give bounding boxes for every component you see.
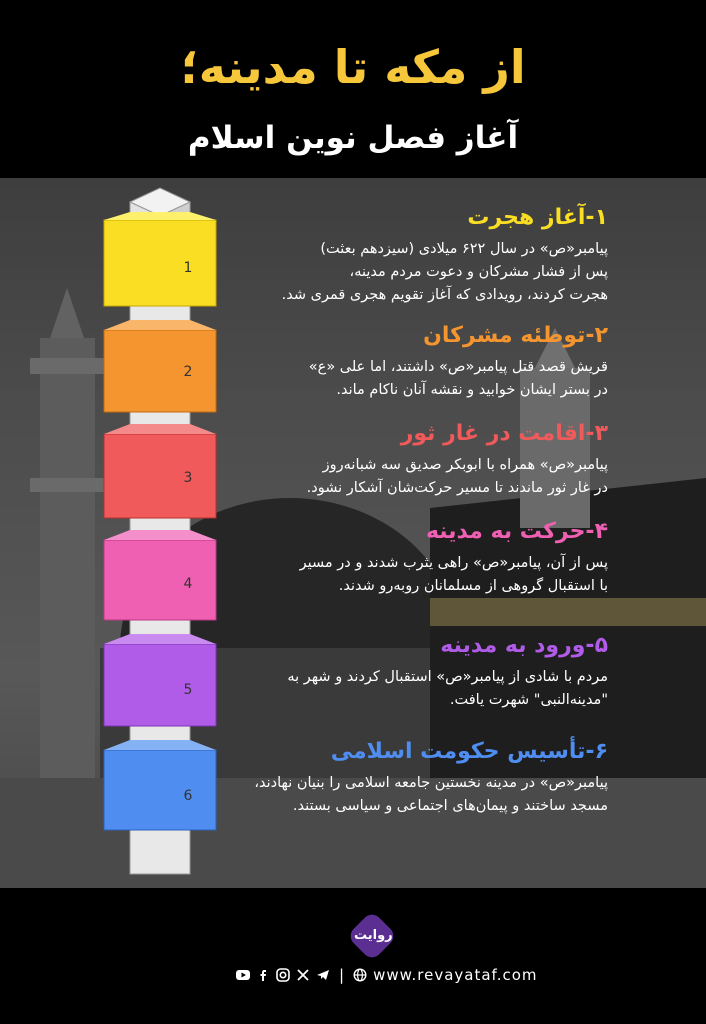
- step-1-section: [128, 204, 608, 307]
- footer: [0, 888, 706, 1024]
- step-number-5: 5: [183, 682, 193, 698]
- step-2-line: در بستر ایشان خوابید و نقشه آنان ناکام ماند.: [336, 382, 608, 398]
- header: [0, 0, 706, 178]
- page-subtitle: آغاز فصل نوین اسلام: [187, 120, 519, 156]
- step-2-title: ۲-توطئه مشرکان: [423, 323, 608, 348]
- brand-logo[interactable]: [347, 911, 398, 962]
- step-number-2: 2: [183, 364, 193, 380]
- step-5-title: ۵-ورود به مدینه: [440, 633, 608, 658]
- telegram-icon[interactable]: [316, 968, 330, 982]
- step-4-line: پس از آن، پیامبر«ص» راهی یثرب شدند و در مسیر: [299, 555, 608, 571]
- step-4-line: با استقبال گروهی از مسلمانان روبه‌رو شدند.: [338, 578, 608, 594]
- youtube-icon[interactable]: [236, 968, 250, 982]
- step-1-body: [128, 238, 608, 307]
- step-2-body: [128, 356, 608, 402]
- footer-separator: |: [339, 966, 345, 984]
- step-2-section: [128, 322, 608, 402]
- step-number-3: 3: [183, 470, 193, 486]
- step-6-section: [128, 738, 608, 818]
- step-3-line: پیامبر«ص» همراه با ابوبکر صدیق سه شبانه‌روز: [322, 457, 608, 473]
- step-4-body: [128, 552, 608, 598]
- step-1-line: پس از فشار مشرکان و دعوت مردم مدینه،: [349, 264, 608, 280]
- step-6-title: ۶-تأسیس حکومت اسلامی: [330, 739, 608, 764]
- step-3-line: در غار ثور ماندند تا مسیر حرکت‌شان آشکار نشود.: [306, 480, 608, 496]
- step-5-section: [128, 632, 608, 712]
- step-5-line: "مدینه‌النبی" شهرت یافت.: [449, 692, 608, 708]
- step-3-section: [128, 420, 608, 500]
- instagram-icon[interactable]: [276, 968, 290, 982]
- page-title: از مکه تا مدینه؛: [180, 40, 526, 94]
- x-icon[interactable]: [296, 968, 310, 982]
- step-1-line: هجرت کردند، رویدادی که آغاز تقویم هجری قمری شد.: [281, 287, 608, 303]
- step-number-1: 1: [183, 260, 193, 276]
- step-6-body: [128, 772, 608, 818]
- social-links: [236, 964, 538, 986]
- step-6-line: پیامبر«ص» در مدینه نخستین جامعه اسلامی را بنیان نهادند،: [254, 775, 608, 791]
- brand-logo-text: روایت: [354, 928, 393, 943]
- step-3-body: [128, 454, 608, 500]
- step-4-title: ۴-حرکت به مدینه: [425, 519, 608, 544]
- step-5-line: مردم با شادی از پیامبر«ص» استقبال کردند و شهر به: [287, 669, 608, 685]
- step-1-line: پیامبر«ص» در سال ۶۲۲ میلادی (سیزدهم بعثت): [320, 241, 608, 257]
- website-link[interactable]: www.revayataf.com: [373, 966, 538, 984]
- step-3-title: ۳-اقامت در غار ثور: [400, 421, 608, 446]
- step-number-4: 4: [183, 576, 193, 592]
- step-6-line: مسجد ساختند و پیمان‌های اجتماعی و سیاسی بستند.: [292, 798, 608, 814]
- main-panel: [0, 178, 706, 888]
- facebook-icon[interactable]: [256, 968, 270, 982]
- step-2-line: قریش قصد قتل پیامبر«ص» داشتند، اما علی «ع»: [308, 359, 608, 375]
- step-5-body: [128, 666, 608, 712]
- step-1-title: ۱-آغاز هجرت: [467, 205, 608, 230]
- step-4-section: [128, 518, 608, 598]
- globe-icon: [353, 968, 367, 982]
- step-number-6: 6: [183, 788, 193, 804]
